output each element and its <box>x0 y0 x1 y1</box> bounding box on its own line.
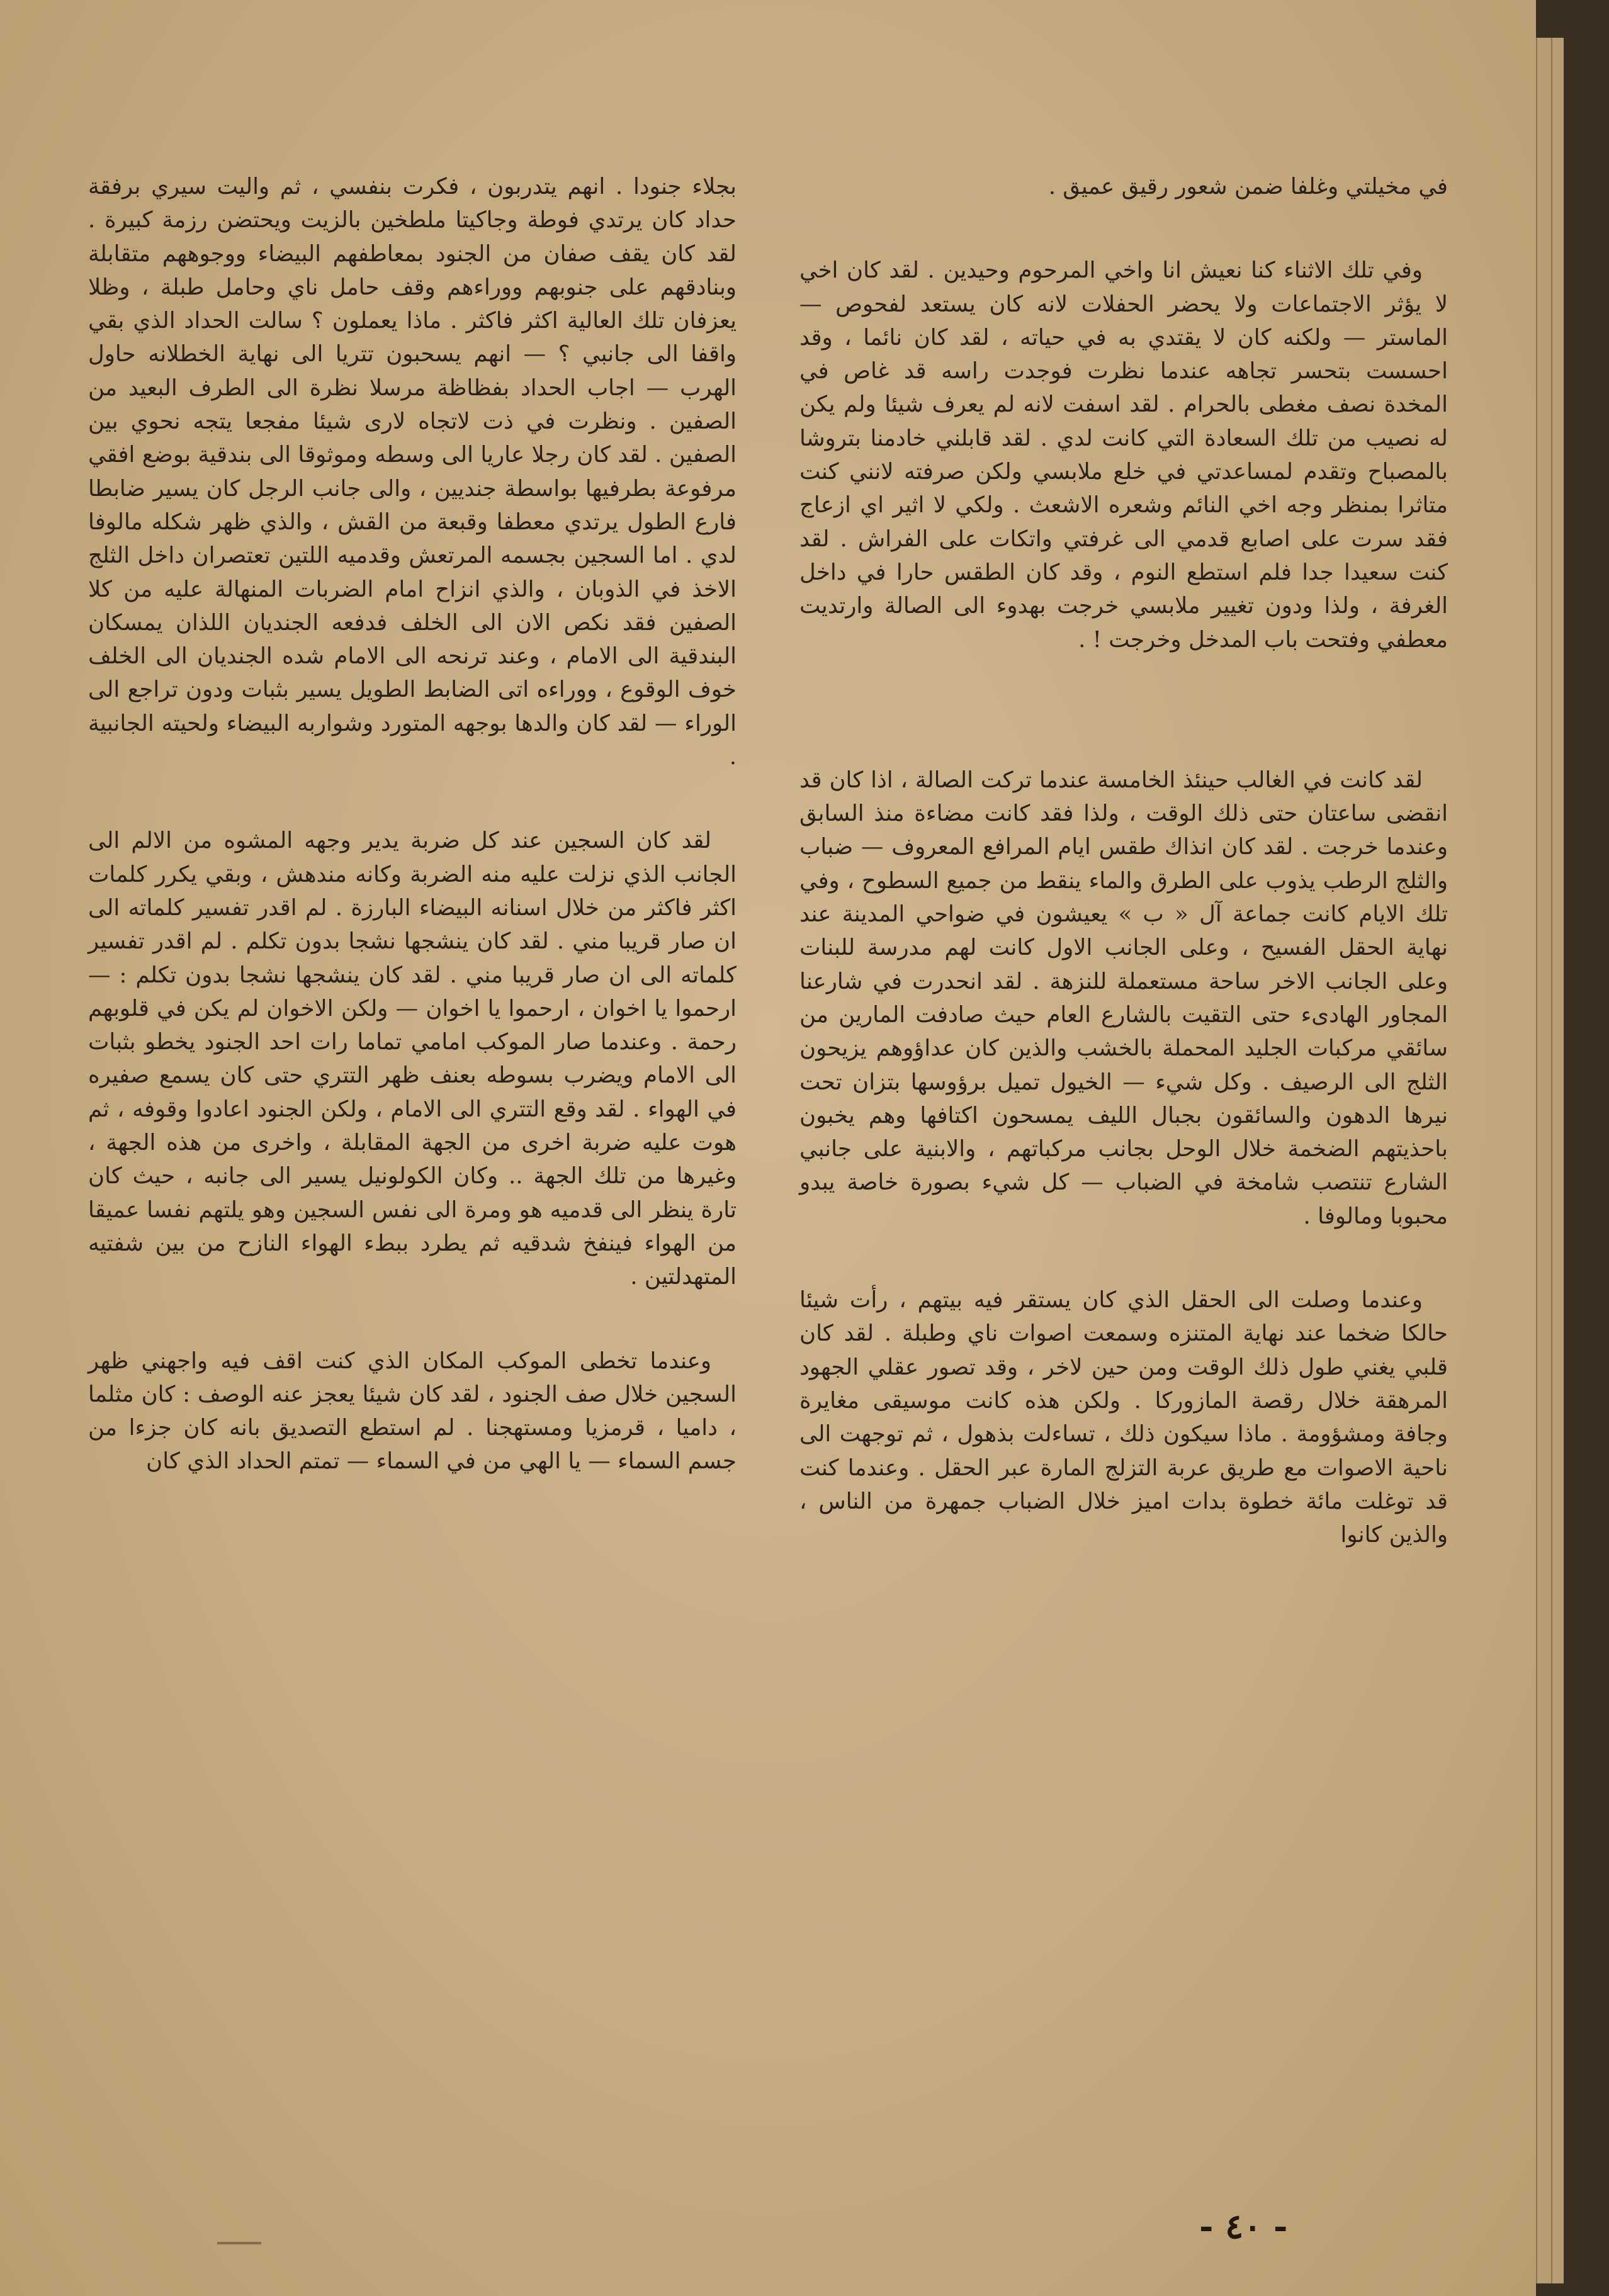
paragraph: وعندما تخطى الموكب المكان الذي كنت اقف فيه واجهني ظهر السجين خلال صف الجنود ، لقد كان شيئا يعجز عنه الوصف : كان مثلما ، داميا ، قرمزيا ومستهجنا . لم استطع التصديق بانه كان جزءا من جسم السماء — يا الهي من في السماء — تمتم الحداد الذي كان <box>88 1348 737 1475</box>
paragraph: وعندما وصلت الى الحقل الذي كان يستقر فيه بيتهم ، رأت شيئا حالكا ضخما عند نهاية المتنزه وسمعت اصوات ناي وطبلة . لقد كان قلبي يغني طول ذلك الوقت ومن حين لاخر ، وقد تصور عقلي الجهود المرهقة خلال رقصة المازوركا . ولكن هذه كانت موسيقى مغايرة وجافة ومشؤومة . ماذا سيكون ذلك ، تساءلت بذهول ، ثم توجهت الى ناحية الاصوات مع طريق عربة التزلج المارة عبر الحقل . وعندما كنت قد توغلت مائة خطوة بدات اميز خلال الضباب جمهرة من الناس ، والذين كانوا <box>799 1287 1448 1548</box>
page-edge <box>1536 38 1551 2283</box>
page-number: - ٤٠ - <box>1199 2206 1288 2246</box>
paragraph: وفي تلك الاثناء كنا نعيش انا واخي المرحوم وحيدين . لقد كان اخي لا يؤثر الاجتماعات ولا يحضر الحفلات لانه كان يستعد لفحوص — الماستر — ولكنه كان لا يقتدي به في حياته ، لقد كان نائما ، وقد احسست بتحسر تجاهه عندما نظرت فوجدت راسه قد غاص في المخدة نصف مغطى بالحرام . لقد اسفت لانه لم يعرف شيئا ولم يكن له نصيب من تلك السعادة التي كانت لدي . لقد قابلني خادمنا بتروشا بالمصباح وتقدم لمساعدتي في خلع ملابسي ولكن صرفته لانني كنت متاثرا بمنظر وجه اخي النائم وشعره الاشعث . ولكي لا اثير اي ازعاج فقد سرت على اصابع قدمي الى غرفتي واتكات على الفراش . لقد كنت سعيدا جدا فلم استطع النوم ، وقد كان الطقس حارا في داخل الغرفة ، ولذا ودون تغيير ملابسي خرجت بهدوء الى الصالة وارتديت معطفي وفتحت باب المدخل وخرجت ! . <box>799 257 1448 653</box>
ink-mark <box>217 2242 261 2244</box>
page-edge <box>1551 38 1564 2283</box>
paragraph: لقد كانت في الغالب حينئذ الخامسة عندما تركت الصالة ، اذا كان قد انقضى ساعتان حتى ذلك الوقت ، ولذا فقد كانت مضاءة منذ السابق وعندما خرجت . لقد كان انذاك طقس ايام المرافع المعروف — ضباب والثلج الرطب يذوب على الطرق والماء ينقط من جميع السطوح ، وفي تلك الايام كانت جماعة آل « ب » يعيشون في ضواحي المدينة عند نهاية الحقل الفسيح ، وعلى الجانب الاول كانت لهم مدرسة للبنات وعلى الجانب الاخر ساحة مستعملة للنزهة . لقد انحدرت في شارعنا المجاور الهادىء حتى التقيت بالشارع العام حيث صادفت المارين من سائقي مركبات الجليد المحملة بالخشب والذين كان عداؤوهم يزيحون الثلج الى الرصيف . وكل شيء — الخيول تميل برؤوسها بتزان تحت نيرها الدهون والسائقون بجبال الليف يمسحون اكتافها وهم يخبون باحذيتهم الضخمة خلال الوحل بجانب مركباتهم ، والابنية على جانبي الشارع تنتصب شامخة في الضباب — كل شيء بصورة خاصة يبدو محبوبا ومالوفا . <box>799 767 1448 1229</box>
paragraph: بجلاء جنودا . انهم يتدربون ، فكرت بنفسي ، ثم واليت سيري برفقة حداد كان يرتدي فوطة وجاكيتا ملطخين بالزيت ويحتضن رزمة كبيرة . لقد كان يقف صفان من الجنود بمعاطفهم البيضاء ووجوههم متقابلة وبنادقهم على جنوبهم ووراءهم وقف حامل ناي وحامل طبلة ، وظلا يعزفان تلك العالية اكثر فاكثر . ماذا يعملون ؟ سالت الحداد الذي بقي واقفا الى جانبي ؟ — انهم يسحبون تتريا الى نهاية الخطلانه حاول الهرب — اجاب الحداد بفظاظة مرسلا نظرة الى الطرف البعيد من الصفين . ونظرت في ذت لاتجاه لارى شيئا مفجعا يتجه نحوي بين الصفين . لقد كان رجلا عاريا الى وسطه وموثوقا الى بندقية بوضع افقي مرفوعة بطرفيها بواسطة جنديين ، والى جانب الرجل كان يسير ضابطا فارع الطول يرتدي معطفا وقبعة من القش ، والذي ظهر شكله مالوفا لدي . اما السجين بجسمه المرتعش وقدميه اللتين تعتصران داخل الثلج الاخذ في الذوبان ، والذي انزاح امام الضربات المنهالة عليه من كلا الصفين فقد نكص الان الى الخلف فدفعه الجنديان اللذان يمسكان البندقية الى الامام ، وعند ترنحه الى الامام شده الجنديان الى الخلف خوف الوقوع ، ووراءه اتى الضابط الطويل يسير بثبات ودون تراجع الى الوراء — لقد كان والدها بوجهه المتورد وشواربه البيضاء ولحيته الجانبية . <box>88 174 737 770</box>
paragraph: لقد كان السجين عند كل ضربة يدير وجهه المشوه من الالم الى الجانب الذي نزلت عليه منه الضربة وكانه مندهش ، وبقي يكرر كلمات اكثر فاكثر من خلال اسنانه البيضاء البارزة . لم اقدر تفسير كلماته الى ان صار قريبا مني . لقد كان ينشجها نشجا بدون تكلم . لم اقدر تفسير كلماته الى ان صار قريبا مني . لقد كان ينشجها نشجا بدون تكلم : — ارحموا يا اخوان ، ارحموا يا اخوان — ولكن الاخوان لم يكن في قلوبهم رحمة . وعندما صار الموكب امامي تماما رات احد الجنود يخطو بثبات الى الامام ويضرب بسوطه بعنف ظهر التتري حتى كان يسمع صفيره في الهواء . لقد وقع التتري الى الامام ، ولكن الجنود اعادوا وقوفه ، ثم هوت عليه ضربة اخرى من الجهة المقابلة ، واخرى من هذه الجهة ، وغيرها من تلك الجهة .. وكان الكولونيل يسير الى جانبه ، حيث كان تارة ينظر الى قدميه هو ومرة الى نفس السجين وهو يلتهم نفسا عميقا من الهواء فينفخ شدقيه ثم يطرد ببطء الهواء النازح من بين شفتيه المتهدلتين . <box>88 828 737 1290</box>
paragraph: في مخيلتي وغلفا ضمن شعور رقيق عميق . <box>1048 174 1448 200</box>
text-column-right <box>799 170 1448 1602</box>
text-column-left <box>88 170 737 1529</box>
